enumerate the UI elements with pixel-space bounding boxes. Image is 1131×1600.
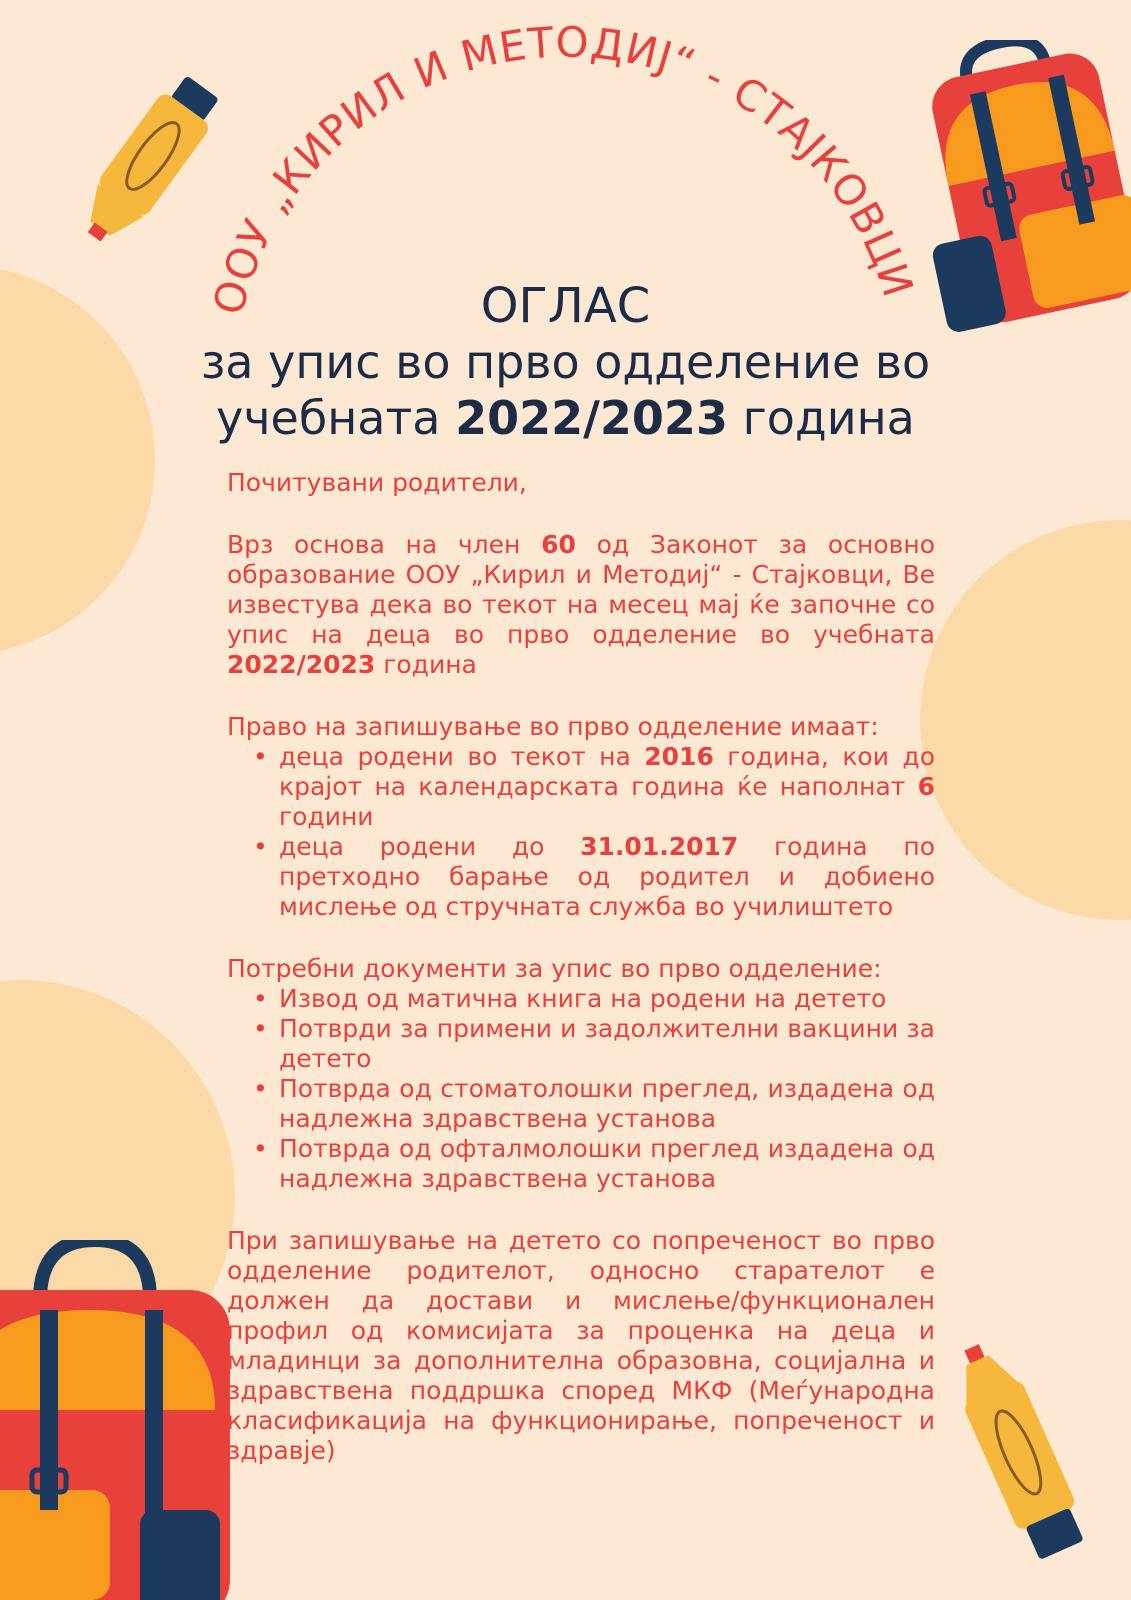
- list-item: • Потврди за примени и задолжителни вакцини за детето: [279, 1014, 935, 1074]
- documents-title: Потребни документи за упис во прво одделение:: [227, 954, 882, 983]
- eligibility-list: [227, 742, 935, 922]
- school-name-text: ООУ „КИРИЛ И МЕТОДИЈ“ - СТАЈКОВЦИ: [203, 17, 924, 320]
- eligibility-title: Право на запишување во прво одделение имаат:: [227, 712, 879, 741]
- heading-title: ОГЛАС: [480, 278, 651, 334]
- intro-paragraph: Врз основа на член 60 од Законот за основно образование ООУ „Кирил и Методиј“ - Стајковци, Ве известува дека во текот на месец мај ќе започне со упис на деца во прво одделение во учебната 2022/2023 година: [227, 530, 935, 679]
- documents-list: [227, 984, 935, 1194]
- list-item: • Потврда од офталмолошки преглед издадена од надлежна здравствена установа: [279, 1134, 935, 1194]
- list-item: • Извод од матична книга на родени на детето: [279, 984, 935, 1014]
- heading-year: 2022/2023: [455, 391, 728, 445]
- announcement-body: [227, 468, 935, 1466]
- list-item: • деца родени во текот на 2016 година, кои до крајот на календарската година ќе наполнат 6 години: [279, 742, 935, 832]
- greeting: Почитувани родители,: [227, 468, 527, 497]
- list-item: • деца родени до 31.01.2017 година по претходно барање од родител и добиено мислење од стручната служба во училиштето: [279, 832, 935, 922]
- heading-line3: учебната 2022/2023 година: [216, 391, 915, 445]
- heading-line2: за упис во прво одделение во: [200, 335, 931, 389]
- svg-text:ООУ „КИРИЛ И МЕТОДИЈ“ - СТАЈКО: [203, 17, 923, 319]
- list-item: • Потврда од стоматолошки преглед, издадена од надлежна здравствена установа: [279, 1074, 935, 1134]
- announcement-heading: [60, 278, 1071, 446]
- disability-paragraph: При запишување на детето со попреченост во прво одделение родителот, односно старателот е должен да достави и мислење/функционален профил од комисијата за проценка на деца и младинци за дополнителна образовна, социјална и здравствена поддршка според МКФ (Меѓународна класификација на функционирање, попреченост и здравје): [227, 1226, 935, 1465]
